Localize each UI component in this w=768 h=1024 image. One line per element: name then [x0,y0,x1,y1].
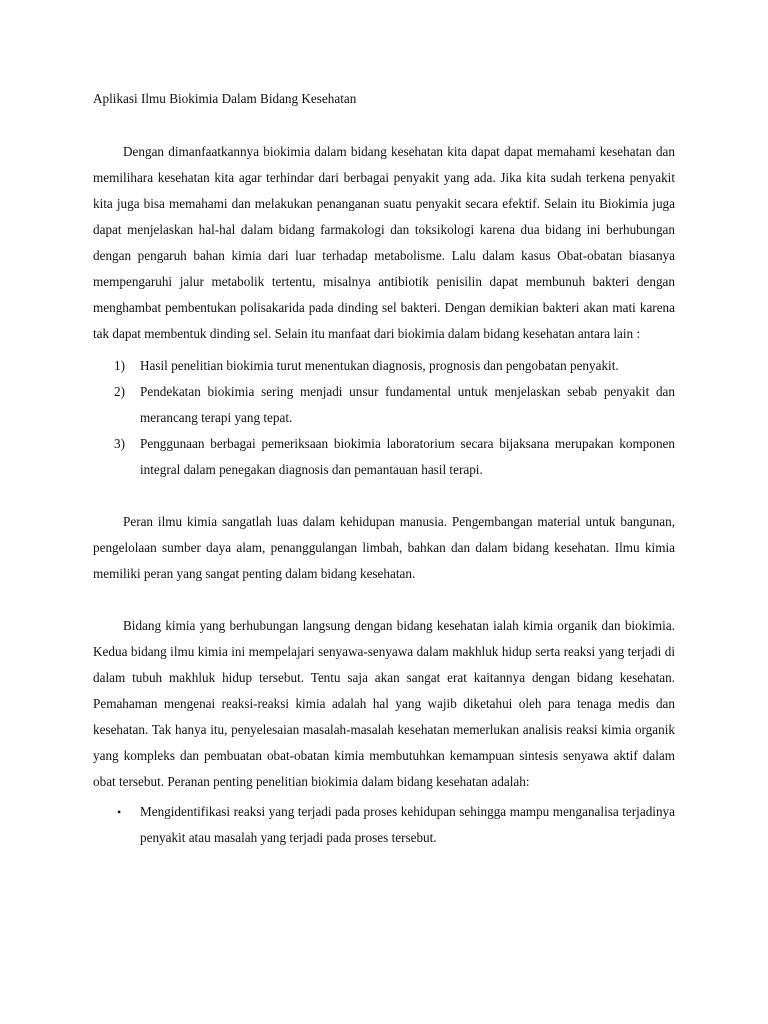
paragraph-organic-biochem: Bidang kimia yang berhubungan langsung dengan bidang kesehatan ialah kimia organik dan biokimia. Kedua bidang ilmu kimia ini mempelajari senyawa-senyawa dalam makhluk hidup serta reaksi yang terjadi di dalam tubuh makhluk hidup tersebut. Tentu saja akan sangat erat kaitannya dengan bidang kesehatan. Pemahaman mengenai reaksi-reaksi kimia adalah hal yang wajib diketahui oleh para tenaga medis dan kesehatan. Tak hanya itu, penyelesaian masalah-masalah kesehatan memerlukan analisis reaksi kimia organik yang kompleks dan pembuatan obat-obatan kimia membutuhkan kemampuan sintesis senyawa aktif dalam obat tersebut. Peranan penting penelitian biokimia dalam bidang kesehatan adalah: [93,618,675,789]
list-number: 2) [114,384,125,399]
list-number: 3) [114,436,125,451]
spacer [93,112,675,139]
list-item-text: Penggunaan berbagai pemeriksaan biokimia laboratorium secara bijaksana merupakan komponen integral dalam penegakan diagnosis dan pemantauan hasil terapi. [140,436,675,477]
list-item-text: Pendekatan biokimia sering menjadi unsur fundamental untuk menjelaskan sebab penyakit dan merancang terapi yang tepat. [140,384,675,425]
list-number: 1) [114,358,125,373]
spacer [93,483,675,509]
list-item [93,431,675,483]
spacer [93,587,675,613]
list-item-text: Mengidentifikasi reaksi yang terjadi pada proses kehidupan sehingga mampu menganalisa terjadinya penyakit atau masalah yang terjadi pada proses tersebut. [140,804,675,845]
list-item [93,799,675,851]
paragraph-chemistry-role: Peran ilmu kimia sangatlah luas dalam kehidupan manusia. Pengembangan material untuk bangunan, pengelolaan sumber daya alam, penanggulangan limbah, bahkan dan dalam bidang kesehatan. Ilmu kimia memiliki peran yang sangat penting dalam bidang kesehatan. [93,514,675,581]
list-item-text: Hasil penelitian biokimia turut menentukan diagnosis, prognosis dan pengobatan penyakit. [140,358,619,373]
bullet-icon: • [117,805,122,819]
document-page [93,86,675,851]
list-item [93,379,675,431]
paragraph-intro: Dengan dimanfaatkannya biokimia dalam bidang kesehatan kita dapat dapat memahami kesehatan dan memilihara kesehatan kita agar terhindar dari berbagai penyakit yang ada. Jika kita sudah terkena penyakit kita juga bisa memahami dan melakukan penanganan suatu penyakit secara efektif. Selain itu Biokimia juga dapat menjelaskan hal-hal dalam bidang farmakologi dan toksikologi karena dua bidang ini berhubungan dengan pengaruh bahan kimia dari luar terhadap metabolisme. Lalu dalam kasus Obat-obatan biasanya mempengaruhi jalur metabolik tertentu, misalnya antibiotik penisilin dapat membunuh bakteri dengan menghambat pembentukan polisakarida pada dinding sel bakteri. Dengan demikian bakteri akan mati karena tak dapat membentuk dinding sel. Selain itu manfaat dari biokimia dalam bidang kesehatan antara lain : [93,144,675,341]
document-title: Aplikasi Ilmu Biokimia Dalam Bidang Kesehatan [93,91,357,106]
list-item [93,353,675,379]
benefits-list [93,353,675,483]
research-roles-list [93,799,675,851]
